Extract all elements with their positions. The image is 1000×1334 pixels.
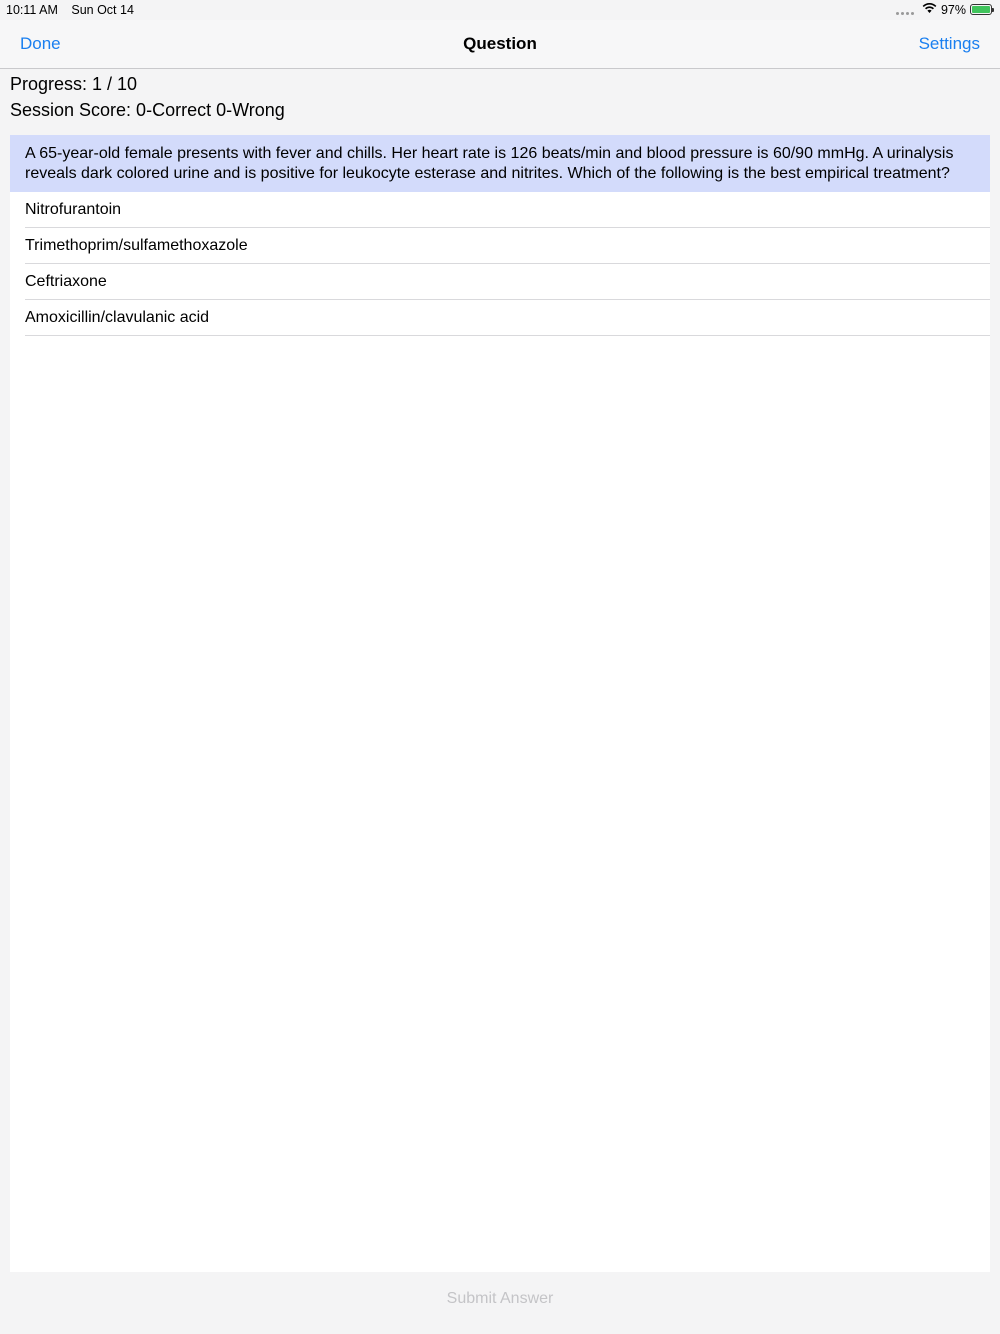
settings-button[interactable]: Settings xyxy=(918,34,980,53)
done-button[interactable]: Done xyxy=(20,34,61,53)
navigation-bar xyxy=(0,20,1000,69)
status-bar xyxy=(0,0,1000,20)
status-time-date xyxy=(6,3,134,17)
progress-label: Progress: 1 / 10 xyxy=(10,74,138,94)
status-indicators xyxy=(896,2,992,17)
answer-option[interactable]: Ceftriaxone xyxy=(10,264,990,300)
question-text: A 65-year-old female presents with fever and chills. Her heart rate is 126 beats/min and blood pressure is 60/90 mmHg. A urinalysis reveals dark colored urine and is positive for leukocyte esterase and nitrites. Which of the following is the best empirical treatment? xyxy=(10,135,990,192)
question-panel xyxy=(10,135,990,1272)
status-time: 10:11 AM xyxy=(6,3,58,17)
answer-option[interactable]: Amoxicillin/clavulanic acid xyxy=(10,300,990,336)
page-title: Question xyxy=(463,34,537,53)
status-date: Sun Oct 14 xyxy=(71,3,134,17)
answer-option[interactable]: Trimethoprim/sulfamethoxazole xyxy=(10,228,990,264)
wifi-icon xyxy=(922,2,937,17)
answer-option[interactable]: Nitrofurantoin xyxy=(10,192,990,228)
answer-list xyxy=(10,192,990,336)
signal-dots-icon xyxy=(896,5,914,15)
battery-charging-icon xyxy=(970,4,992,15)
battery-percent: 97% xyxy=(940,2,966,17)
submit-answer-button[interactable]: Submit Answer xyxy=(446,1290,554,1307)
session-score-label: Session Score: 0-Correct 0-Wrong xyxy=(10,100,285,120)
